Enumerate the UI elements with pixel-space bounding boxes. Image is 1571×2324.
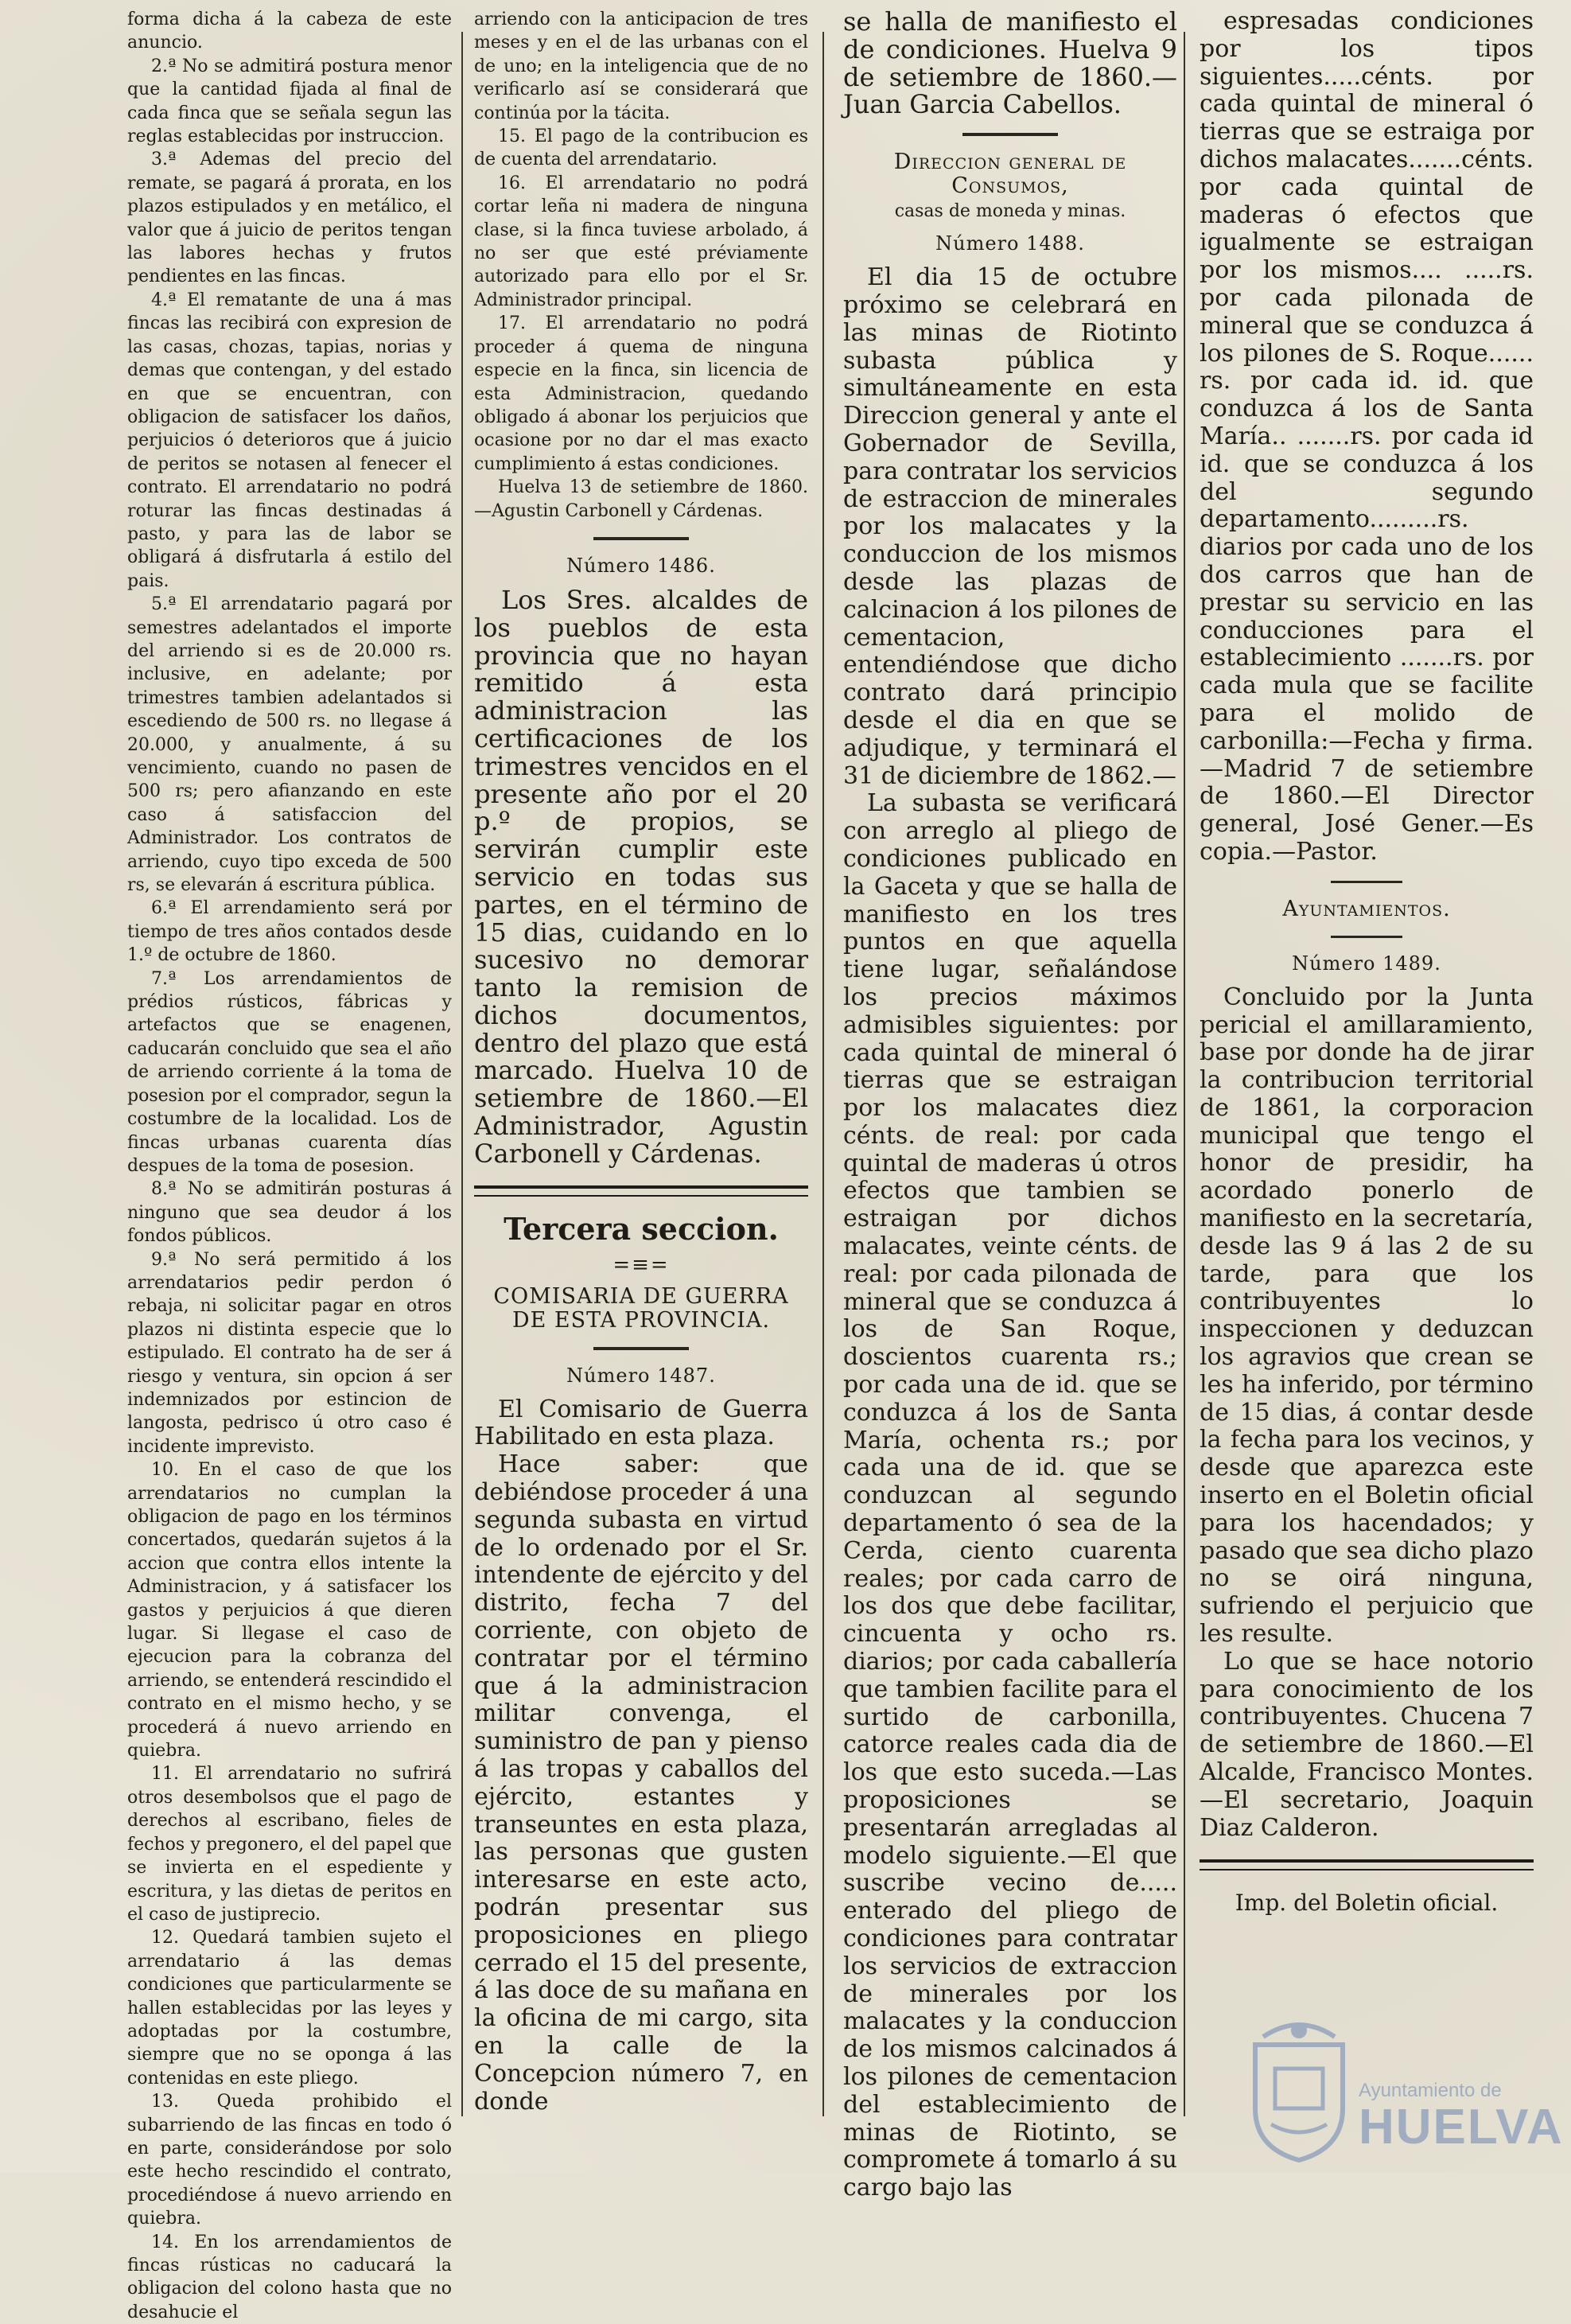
paragraph: se halla de manifiesto el de condiciones. Huelva 9 de setiembre de 1860.—Juan Garcia Cabellos. xyxy=(843,6,1177,120)
column-rule xyxy=(822,32,824,2116)
paragraph: Los Sres. alcaldes de los pueblos de esta provincia que no hayan remitido á esta administracion las certificaciones de los trimestres vencidos en el presente año por el 20 p.º de propios, se servirán cumplir este servicio en todas sus partes, en el término de 15 dias, cuidando en lo sucesivo no demorar tanto la remision de dichos documentos, dentro del plazo que está marcado. Huelva 10 de setiembre de 1860.—El Administrador, Agustin Carbonell y Cárdenas. xyxy=(474,584,808,1169)
paragraph: 11. El arrendatario no sufrirá otros desembolsos que el pago de derechos al escribano, fieles de fechos y pregonero, el del papel que se invierta en el espediente y escritura, y las dietas de peritos en el caso de justiprecio. xyxy=(127,1764,452,1925)
crest-icon xyxy=(1239,2013,1359,2164)
paragraph: arriendo con la anticipacion de tres meses y en el de las urbanas con el de uno; en la inteligencia que de no verificarlo así se considerará que continúa por la tácita. xyxy=(474,10,808,123)
separator-rule xyxy=(1331,881,1402,883)
paragraph: Concluido por la Junta pericial el amillaramiento, base por donde ha de jirar la contribucion territorial de 1861, la corporacion municipal que tengo el honor de presidir, ha acordado ponerlo de manifiesto en la secretaría, desde las 9 á las 2 de su tarde, para que los contribuyentes lo inspeccionen y deduzcan los agravios que crean se les ha inferido, por término de 15 dias, á contar desde la fecha para los vecinos, y desde que aparezca este inserto en el Boletin oficial para los hacendados; y pasado que sea dicho plazo no se oirá ninguna, sufriendo el perjuicio que les resulte. xyxy=(1200,983,1534,1649)
paragraph: 13. Queda prohibido el subarriendo de las fincas en todo ó en parte, considerándose por solo este hecho rescindido el contrato, procediéndose á nuevo arriendo en quiebra. xyxy=(127,2092,452,2229)
separator-rule xyxy=(962,133,1058,136)
paragraph: forma dicha á la cabeza de este anuncio. xyxy=(127,10,452,53)
paragraph: 9.ª No será permitido á los arrendatarios pedir perdon ó rebaja, ni solicitar pagar en otros plazos ni distinta especie que lo estipulado. El contrato ha de ser á riesgo y ventura, sin opcion á ser indemnizados por estincion de langosta, pedrisco ú otro caso é incidente imprevisto. xyxy=(127,1249,452,1457)
column-4 xyxy=(1200,8,1534,2156)
notice-number: Número 1487. xyxy=(566,1364,716,1387)
paragraph: 6.ª El arrendamiento será por tiempo de tres años contados desde 1.º de octubre de 1860. xyxy=(127,898,452,966)
paragraph: El Comisario de Guerra Habilitado en esta plaza. xyxy=(474,1395,808,1451)
watermark-title: HUELVA xyxy=(1359,2100,1564,2155)
paragraph: 3.ª Ademas del precio del remate, se pagará á prorata, en los plazos estipulados y en metálico, el valor que á juicio de peritos tengan las labores hechas y frutos pendientes en las fincas. xyxy=(127,150,452,287)
section-title: Tercera seccion. xyxy=(504,1210,779,1247)
huelva-watermark xyxy=(1239,2013,1564,2164)
paragraph: La subasta se verificará con arreglo al pliego de condiciones publicado en la Gaceta y que se halla de manifiesto en los tres puntos en que aquella tiene lugar, señalándose los precios máximos admisibles siguientes: por cada quintal de mineral ó tierras que se estraigan por los malacates diez cénts. de real: por cada quintal de maderas ú otros efectos que tambien se estraigan por dichos malacates, veinte cénts. de real: por cada pilonada de mineral que se conduzca á los de San Roque, doscientos cuarenta rs.; por cada una de id. que se conduzca á los de Santa María, ochenta rs.; por cada una de id. que se conduzcan al segundo departamento ó sea de la Cerda, ciento cuarenta reales; por cada carro de los dos que debe facilitar, cincuenta y ocho rs. diarios; por cada caballería que tambien facilite para el surtido de carbonilla, catorce reales cada dia de los que esto suceda.—Las proposiciones se presentarán arregladas al modelo siguiente.—El que suscribe vecino de..... enterado del pliego de condiciones para contratar los servicios de extraccion de minerales por los malacates y la conduccion de los mismos calcinados á los pilones de cementacion del establecimiento de minas de Riotinto, se compromete á tomarlo á su cargo bajo las xyxy=(843,789,1177,2202)
watermark-label: Ayuntamiento de xyxy=(1359,2080,1502,2101)
section-subheading: casas de moneda y minas. xyxy=(894,201,1126,222)
double-rule xyxy=(1200,1859,1534,1870)
ornament: =≡= xyxy=(612,1252,670,1277)
section-heading: Ayuntamientos. xyxy=(1282,896,1451,921)
paragraph: 14. En los arrendamientos de fincas rústicas no caducará la obligacion del colono hasta que no desahucie el xyxy=(127,2232,452,2322)
paragraph: Lo que se hace notorio para conocimiento de los contribuyentes. Chucena 7 de setiembre de 1860.—El Alcalde, Francisco Montes.—El secretario, Joaquin Diaz Calderon. xyxy=(1200,1647,1534,1842)
signature-line: Huelva 13 de setiembre de 1860. —Agustin Carbonell y Cárdenas. xyxy=(474,477,808,521)
column-2 xyxy=(474,8,808,2156)
paragraph: El dia 15 de octubre próximo se celebrará en las minas de Riotinto subasta pública y simultáneamente en esta Direccion general y ante el Gobernador de Sevilla, para contratar los servicios de estraccion de minerales por los malacates y la conduccion de los mismos desde las plazas de calcinacion á los pilones de cementacion, entendiéndose que dicho contrato dará principio desde el dia en que se adjudique, y terminará el 31 de diciembre de 1862.— xyxy=(843,263,1177,790)
paragraph: 8.ª No se admitirán posturas á ninguno que sea deudor á los fondos públicos. xyxy=(127,1179,452,1247)
paragraph: 12. Quedará tambien sujeto el arrendatario á las demas condiciones que particularmente se hallen establecidas por las leyes y adoptadas por la costumbre, siempre que no se oponga á las contenidas en este pliego. xyxy=(127,1928,452,2088)
section-heading: Direccion general de Consumos, xyxy=(893,150,1127,199)
column-rule xyxy=(461,32,463,2116)
paragraph: 2.ª No se admitirá postura menor que la cantidad fijada al final de cada finca que se señala segun las reglas establecidas por instruccion. xyxy=(127,56,452,147)
column-rule xyxy=(1184,32,1185,2116)
column-3 xyxy=(843,6,1177,2202)
paragraph: 17. El arrendatario no podrá proceder á quema de ninguna especie en la finca, sin licencia de esta Administracion, quedando obligado á abonar los perjuicios que ocasione por no dar el mas exacto cumplimiento á estas condiciones. xyxy=(474,313,808,474)
notice-number: Número 1489. xyxy=(1292,952,1441,975)
double-rule xyxy=(474,1185,808,1197)
column-1 xyxy=(127,8,452,2322)
paragraph: 4.ª El rematante de una á mas fincas las recibirá con expresion de las casas, chozas, tapias, norias y demas que contengan, y del estado en que se encuentran, con obligacion de satisfacer los daños, perjuicios ó deterioros que á juicio de peritos se notasen al fenecer el contrato. El arrendatario no podrá roturar las fincas destinadas á pasto, y para las de labor se obligará á disfrutarla á estilo del pais. xyxy=(127,290,452,591)
separator-rule xyxy=(1331,936,1402,938)
paragraph: 15. El pago de la contribucion es de cuenta del arrendatario. xyxy=(474,127,808,170)
paragraph: espresadas condiciones por los tipos siguientes.....cénts. por cada quintal de mineral ó tierras que se estraiga por dichos malacates.......cénts. por cada quintal de maderas ó efectos que igualmente se estraigan por los mismos.... .....rs. por cada pilonada de mineral que se conduzca á los pilones de S. Roque...... rs. por cada id. id. que conduzca á los de Santa María.. .......rs. por cada id id. que se conduzca á los del segundo departamento.........rs. diarios por cada uno de los dos carros que han de prestar su servicio en las conducciones para el establecimiento .......rs. por cada mula que se facilite para el molido de carbonilla:—Fecha y firma.—Madrid 7 de setiembre de 1860.—El Director general, José Gener.—Es copia.—Pastor. xyxy=(1200,7,1534,866)
notice-number: Número 1486. xyxy=(566,554,716,577)
separator-rule xyxy=(593,537,689,540)
paragraph: 16. El arrendatario no podrá cortar leña ni madera de ninguna clase, si la finca tuviese arbolado, á no ser que esté préviamente autorizado para ello por el Sr. Administrador principal. xyxy=(474,173,808,310)
paragraph: 10. En el caso de que los arrendatarios no cumplan la obligacion de pago en los términos concertados, quedarán sujetos á la accion que contra ellos intente la Administracion, y á satisfacer los gastos y perjuicios á que dieren lugar. Si llegase el caso de ejecucion para la cobranza del arriendo, se entenderá rescindido el contrato en el mismo hecho, y se procederá á nuevo arriendo en quiebra. xyxy=(127,1460,452,1761)
imprint-line: Imp. del Boletin oficial. xyxy=(1235,1890,1499,1917)
section-heading: COMISARIA DE GUERRA DE ESTA PROVINCIA. xyxy=(493,1283,789,1333)
paragraph: 5.ª El arrendatario pagará por semestres adelantados el importe del arriendo si es de 20.000 rs. inclusive, en adelante; por trimestres tambien adelantados si escediendo de 500 rs. no llegase á 20.000, y anualmente, á su vencimiento, cuando no pasen de 500 rs; pero afianzando en este caso á satisfaccion del Administrador. Los contratos de arriendo, cuyo tipo exceda de 500 rs, se elevarán á escritura pública. xyxy=(127,594,452,896)
paragraph: Hace saber: que debiéndose proceder á una segunda subasta en virtud de lo ordenado por el Sr. intendente de ejército y del distrito, fecha 7 del corriente, con objeto de contratar por el término que á la administracion militar convenga, el suministro de pan y pienso á las tropas y caballos del ejército, estantes y transeuntes en esta plaza, las personas que gusten interesarse en este acto, podrán presentar sus proposiciones en pliego cerrado el 15 del presente, á las doce de su mañana en la oficina de mi cargo, sita en la calle de la Concepcion número 7, en donde xyxy=(474,1450,808,2116)
notice-number: Número 1488. xyxy=(935,232,1085,255)
paragraph: 7.ª Los arrendamientos de prédios rústicos, fábricas y artefactos que se enagenen, caducarán concluido que sea el año de arriendo corriente á la toma de posesion por el comprador, segun la costumbre de la localidad. Los de fincas urbanas cuarenta días despues de la toma de posesion. xyxy=(127,968,452,1176)
separator-rule xyxy=(593,1347,689,1350)
